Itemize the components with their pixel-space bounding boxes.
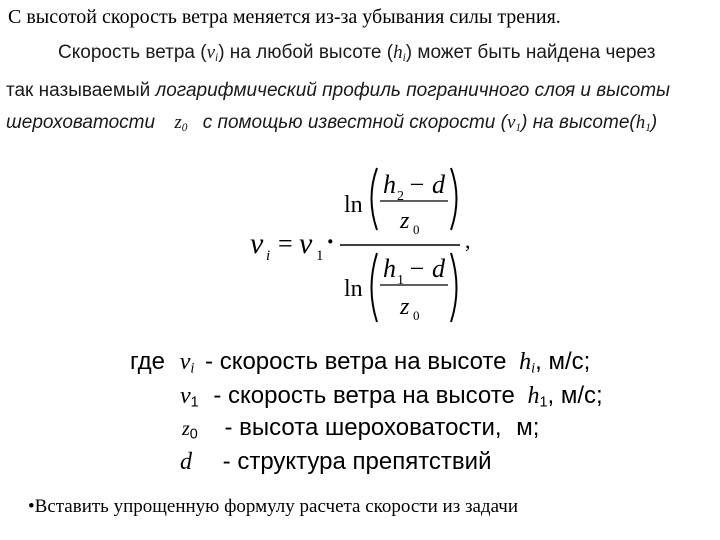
formula-equals: = [278, 229, 293, 258]
formula-v1-var: ν [299, 227, 313, 260]
denominator-right-paren [451, 253, 457, 322]
definition-row: где $\nu_i$ - скорость ветра на высоте $h_i$, м/с; [130, 348, 591, 377]
denominator-z-sub: 0 [413, 308, 420, 323]
formula-lhs-var: ν [250, 227, 264, 260]
formula-comma: , [465, 228, 471, 253]
formula-lhs-sub: i [266, 248, 271, 264]
slide-title: С высотой скорость ветра меняется из-за убывания силы трения. [8, 6, 561, 28]
paragraph-line-1: Скорость ветра $(\nu_i)$ на любой высоте $(h_i)$ может быть найдена через [58, 42, 656, 64]
wind-profile-formula [0, 150, 720, 340]
numerator-minus-d: − d [408, 170, 446, 199]
bullet-task: •Вставить упрощенную формулу расчета скорости из задачи [28, 496, 518, 517]
numerator-left-paren [372, 168, 378, 230]
numerator-ln: ln [344, 192, 363, 218]
numerator-z: z [400, 208, 410, 234]
denominator-h-sub: 1 [397, 273, 404, 288]
formula-dot: · [326, 227, 335, 256]
paragraph-line-3: шероховатости $z_0$ с помощью известной скорости $(\nu_1)$ на $высоте(h_1)$ [6, 112, 658, 134]
definition-row: $z_0$ - высота шероховатости, м; [182, 414, 540, 443]
denominator-minus-d: − d [408, 254, 446, 283]
numerator-right-paren [451, 168, 457, 230]
denominator-left-paren [372, 253, 378, 322]
denominator-z: z [400, 294, 410, 320]
definition-row: $\nu_1$ - скорость ветра на высоте $h_1$, м/с; [180, 382, 603, 411]
formula-v1-sub: 1 [316, 248, 324, 264]
numerator-h-sub: 2 [397, 189, 404, 204]
numerator-z-sub: 0 [413, 222, 420, 237]
definition-row: d - структура препятствий [180, 448, 492, 475]
denominator-h: h [383, 254, 396, 283]
paragraph-line-2: так называемый логарифмический профиль пограничного слоя и высоты [6, 80, 671, 101]
numerator-h: h [383, 170, 396, 199]
denominator-ln: ln [344, 276, 363, 302]
